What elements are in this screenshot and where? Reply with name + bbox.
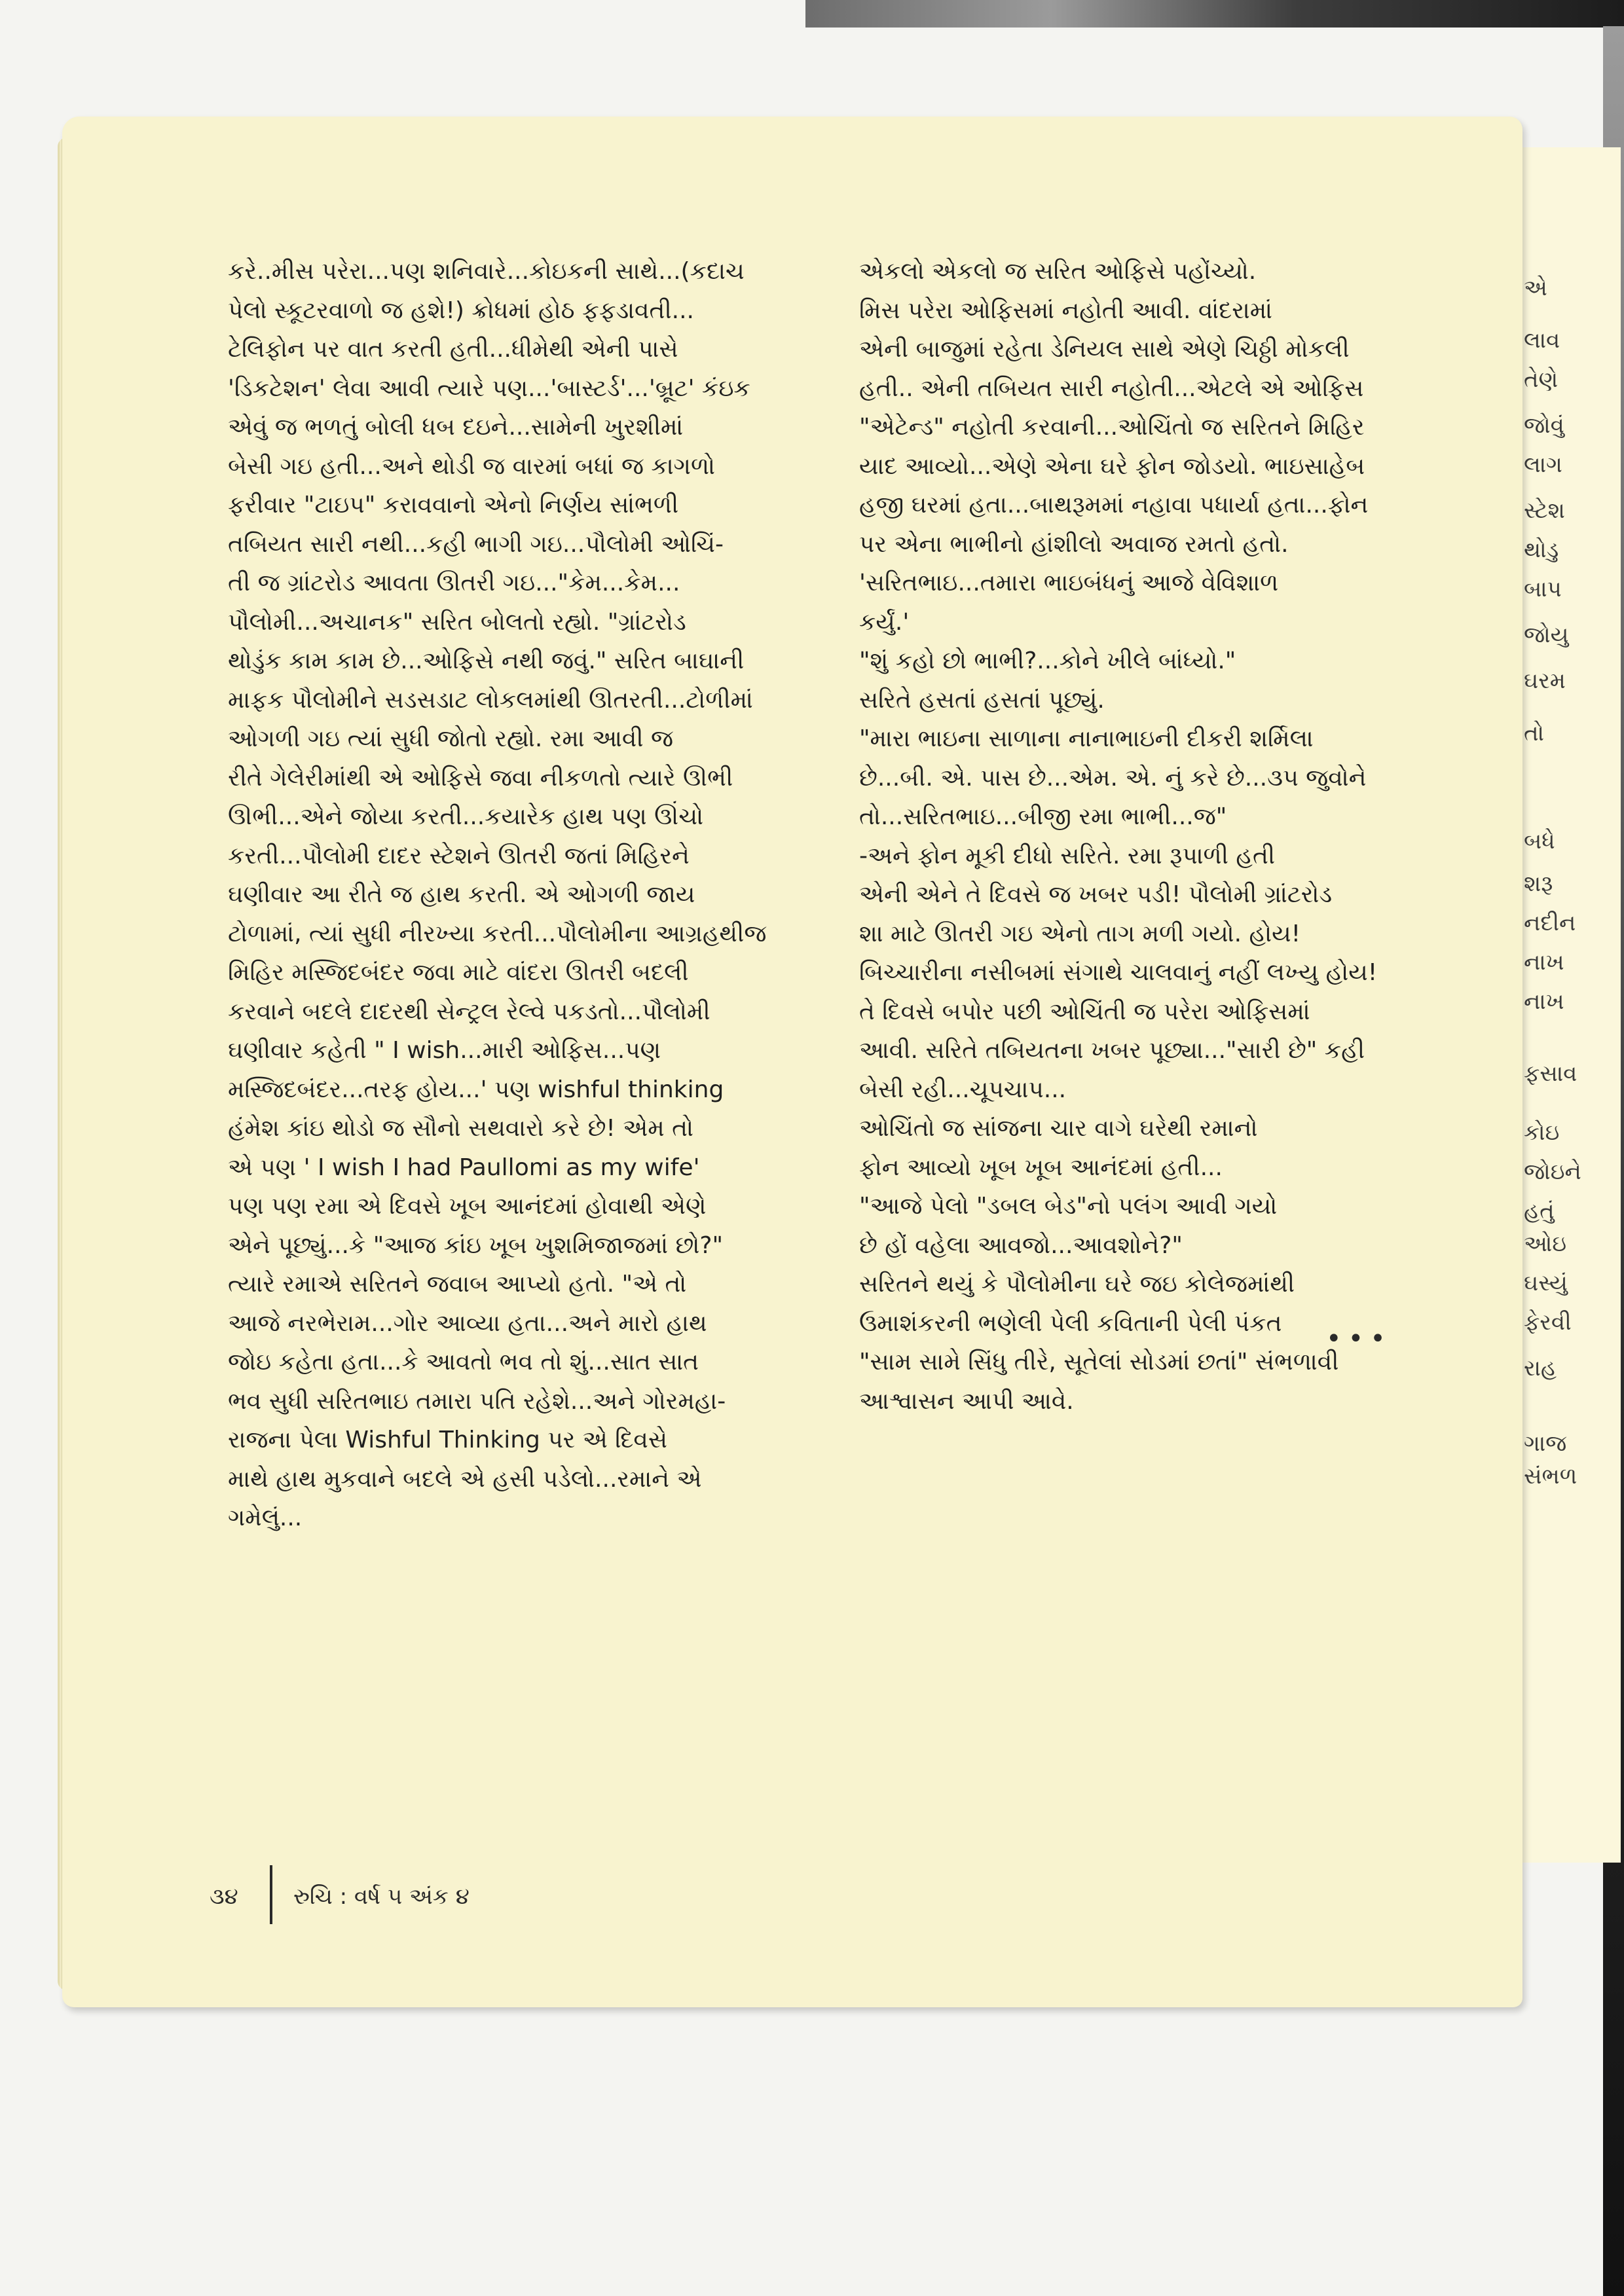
- text-line: છે...બી. એ. પાસ છે...એમ. એ. નું કરે છે...૩૫ જુવોને: [859, 764, 1367, 792]
- text-line: ઊભી...એને જોયા કરતી...કયારેક હાથ પણ ઊંચો: [228, 803, 704, 830]
- next-page-fragment: સંભળ: [1524, 1463, 1578, 1489]
- text-line: એ પણ ' I wish I had Paullomi as my wife': [228, 1154, 700, 1181]
- page-number: ૩૪: [210, 1884, 238, 1910]
- text-line: કર્યું.': [859, 608, 910, 636]
- text-line: "શું કહો છો ભાભી?...કોને ખીલે બાંધ્યો.": [859, 647, 1236, 674]
- next-page-fragment: એ: [1524, 275, 1547, 301]
- next-page-fragment: ગાજ: [1524, 1430, 1567, 1457]
- text-line: "આજે પેલો "ડબલ બેડ"નો પલંગ આવી ગયો: [859, 1193, 1278, 1220]
- next-page-fragment: નદીન: [1524, 910, 1576, 936]
- text-line: શા માટે ઊતરી ગઇ એનો તાગ મળી ગયો. હોય!: [859, 920, 1301, 947]
- text-line: તે દિવસે બપોર પછી ઓચિંતી જ પરેરા ઓફિસમાં: [859, 998, 1310, 1025]
- text-line: એની એને તે દિવસે જ ખબર પડી! પૌલોમી ગ્રાંટરોડ: [859, 881, 1333, 908]
- text-line: "એટેન્ડ" નહોતી કરવાની...ઓચિંતો જ સરિતને મિહિર: [859, 414, 1365, 441]
- text-line: થોડુંક કામ કામ છે...ઓફિસે નથી જવું." સરિત બાઘાની: [228, 647, 745, 674]
- text-line: ફરીવાર "ટાઇપ" કરાવવાનો એનો નિર્ણય સાંભળી: [228, 492, 679, 519]
- text-line: પૌલોમી...અચાનક" સરિત બોલતો રહ્યો. "ગ્રાંટરોડ: [228, 608, 686, 636]
- text-line: સરિતને થયું કે પૌલોમીના ઘરે જઇ કોલેજમાંથી: [859, 1271, 1295, 1298]
- next-page-fragment: તેણે: [1524, 367, 1559, 393]
- text-line: સરિતે હસતાં હસતાં પૂછ્યું.: [859, 686, 1105, 714]
- text-line: પેલો સ્કૂટરવાળો જ હશે!) ક્રોધમાં હોઠ ફફડાવતી...: [228, 297, 694, 324]
- text-line: હંમેશ કાંઇ થોડો જ સૌનો સથવારો કરે છે! એમ તો: [228, 1115, 693, 1142]
- text-line: -અને ફોન મૂકી દીધો સરિતે. રમા રૂપાળી હતી: [859, 842, 1276, 869]
- text-line: પણ પણ રમા એ દિવસે ખૂબ આનંદમાં હોવાથી એણે: [228, 1193, 707, 1220]
- text-line: એકલો એકલો જ સરિત ઓફિસે પહોંચ્યો.: [859, 258, 1257, 285]
- text-line: એની બાજુમાં રહેતા ડેનિયલ સાથે એણે ચિઠ્ઠી મોકલી: [859, 336, 1350, 363]
- next-page-fragment: સ્ટેશ: [1524, 498, 1565, 524]
- text-line: મિસ પરેરા ઓફિસમાં નહોતી આવી. વાંદરામાં: [859, 297, 1272, 324]
- next-page-fragment: ઘસ્યું: [1524, 1270, 1568, 1296]
- text-line: યાદ આવ્યો...એણે એના ઘરે ફોન જોડયો. ભાઇસાહેબ: [859, 452, 1365, 480]
- text-line: 'સરિતભાઇ...તમારા ભાઇબંધનું આજે વેવિશાળ: [859, 570, 1279, 596]
- text-line: હતી.. એની તબિયત સારી નહોતી...એટલે એ ઓફિસ: [859, 374, 1364, 402]
- next-page-fragment: શરૂ: [1524, 871, 1553, 897]
- text-line: ગમેલું...: [228, 1504, 303, 1531]
- next-page-fragment: ઘરમ: [1524, 668, 1566, 694]
- next-page-fragment: રાહ: [1524, 1355, 1557, 1381]
- text-line: ઉમાશંકરની ભણેલી પેલી કવિતાની પેલી પંકત: [859, 1309, 1282, 1337]
- text-line: કરે..મીસ પરેરા...પણ શનિવારે...કોઇકની સાથે...(કદાચ: [228, 258, 745, 285]
- text-line: હજી ઘરમાં હતા...બાથરૂમમાં નહાવા પધાર્યા હતા...ફોન: [859, 492, 1369, 519]
- text-line: ઘણીવાર આ રીતે જ હાથ કરતી. એ ઓગળી જાય: [228, 881, 695, 908]
- next-page-fragment: નાખ: [1524, 949, 1564, 975]
- story-end-ornament: •••: [1326, 1324, 1392, 1354]
- text-line: એવું જ ભળતું બોલી ધબ દઇને...સામેની ખુરશીમાં: [228, 414, 684, 441]
- text-line: એને પૂછ્યું...કે "આજ કાંઇ ખૂબ ખુશમિજાજમાં છો?": [228, 1231, 724, 1259]
- text-line: ફોન આવ્યો ખૂબ ખૂબ આનંદમાં હતી...: [859, 1154, 1223, 1181]
- next-page-fragment: જોવું: [1524, 412, 1564, 439]
- next-page-fragment: ફસાવ: [1524, 1061, 1578, 1087]
- text-line: મિહિર મસ્જિદબંદર જવા માટે વાંદરા ઊતરી બદલી: [228, 959, 689, 986]
- magazine-issue: રુચિ : વર્ષ ૫ અંક ૪: [293, 1884, 470, 1910]
- next-page-fragment: બાપ: [1524, 576, 1562, 602]
- text-line: બેસી ગઇ હતી...અને થોડી જ વારમાં બધાં જ કાગળો: [228, 452, 716, 480]
- text-line: બેસી રહી...ચૂપચાપ...: [859, 1076, 1067, 1103]
- next-page-fragment: જોયુ: [1524, 622, 1569, 648]
- text-line: ઓગળી ગઇ ત્યાં સુધી જોતો રહ્યો. રમા આવી જ: [228, 725, 674, 752]
- text-line: રીતે ગેલેરીમાંથી એ ઓફિસે જવા નીકળતો ત્યારે ઊભી: [228, 764, 733, 792]
- next-page-fragment: લાગ: [1524, 452, 1562, 478]
- text-line: "સામ સામે સિંધુ તીરે, સૂતેલાં સોડમાં છતાં" સંભળાવી: [859, 1349, 1339, 1376]
- text-line: ટોળામાં, ત્યાં સુધી નીરખ્યા કરતી...પૌલોમીના આગ્રહથીજ: [228, 920, 767, 947]
- next-page-fragment: થોડુ: [1524, 537, 1559, 563]
- text-line: ટેલિફોન પર વાત કરતી હતી...ધીમેથી એની પાસે: [228, 336, 678, 363]
- text-line: 'ડિકટેશન' લેવા આવી ત્યારે પણ...'બાસ્ટર્ડ'...'બ્રૂટ' કંઇક: [228, 374, 750, 402]
- next-page-fragment: તો: [1524, 720, 1545, 746]
- text-line: આવી. સરિતે તબિયતના ખબર પૂછ્યા..."સારી છે" કહી: [859, 1037, 1365, 1064]
- scanner-bar-top: [805, 0, 1624, 27]
- text-line: જોઇ કહેતા હતા...કે આવતો ભવ તો શું...સાત સાત: [228, 1349, 699, 1376]
- footer-divider: [270, 1865, 272, 1924]
- text-line: માથે હાથ મુકવાને બદલે એ હસી પડેલો...રમાને એ: [228, 1465, 702, 1493]
- text-line: ઓચિંતો જ સાંજના ચાર વાગે ઘરેથી રમાનો: [859, 1115, 1258, 1142]
- text-line: રાજના પેલા Wishful Thinking પર એ દિવસે: [228, 1427, 668, 1453]
- text-line: છે હોં વહેલા આવજો...આવશોને?": [859, 1231, 1183, 1259]
- next-page-fragment: કોઇ: [1524, 1120, 1560, 1146]
- text-line: આજે નરભેરામ...ગોર આવ્યા હતા...અને મારો હાથ: [228, 1309, 707, 1337]
- next-page-fragment: ઓઇ: [1524, 1231, 1567, 1257]
- next-page-fragment: બધે: [1524, 828, 1555, 854]
- text-line: મસ્જિદબંદર...તરફ હોય...' પણ wishful thinking: [228, 1076, 724, 1103]
- text-line: તી જ ગ્રાંટરોડ આવતા ઊતરી ગઇ..."કેમ...કેમ...: [228, 570, 680, 596]
- text-line: તો...સરિતભાઇ...બીજી રમા ભાભી...જ": [859, 803, 1227, 830]
- text-line: "મારા ભાઇના સાળાના નાનાભાઇની દીકરી શર્મિલા: [859, 725, 1314, 752]
- text-column-right: [859, 252, 1449, 1421]
- next-page-fragment: લાવ: [1524, 327, 1560, 354]
- text-line: ભવ સુધી સરિતભાઇ તમારા પતિ રહેશે...અને ગોરમહા-: [228, 1387, 726, 1415]
- next-page-fragment: ફેરવી: [1524, 1309, 1572, 1336]
- text-column-left: [228, 252, 811, 1538]
- text-line: માફક પૌલોમીને સડસડાટ લોકલમાંથી ઊતરતી...ટોળીમાં: [228, 686, 753, 714]
- next-page-fragment: હતું: [1524, 1198, 1555, 1224]
- text-line: તબિયત સારી નથી...કહી ભાગી ગઇ...પૌલોમી ઓચિં-: [228, 530, 724, 558]
- text-line: ત્યારે રમાએ સરિતને જવાબ આપ્યો હતો. "એ તો: [228, 1271, 687, 1298]
- text-line: કરવાને બદલે દાદરથી સેન્ટ્રલ રેલ્વે પકડતો...પૌલોમી: [228, 998, 710, 1025]
- next-page-edge: [1522, 147, 1621, 1863]
- next-page-fragment: નાખ: [1524, 989, 1564, 1015]
- next-page-fragment: જોઇને: [1524, 1159, 1581, 1185]
- text-line: કરતી...પૌલોમી દાદર સ્ટેશને ઊતરી જતાં મિહિરને: [228, 842, 690, 869]
- text-line: બિચ્ચારીના નસીબમાં સંગાથે ચાલવાનું નહીં લખ્યુ હોય!: [859, 959, 1378, 986]
- text-line: પર એના ભાભીનો હાંશીલો અવાજ રમતો હતો.: [859, 530, 1289, 558]
- text-line: ઘણીવાર કહેતી " I wish...મારી ઓફિસ...પણ: [228, 1037, 661, 1064]
- text-line: આશ્વાસન આપી આવે.: [859, 1387, 1074, 1415]
